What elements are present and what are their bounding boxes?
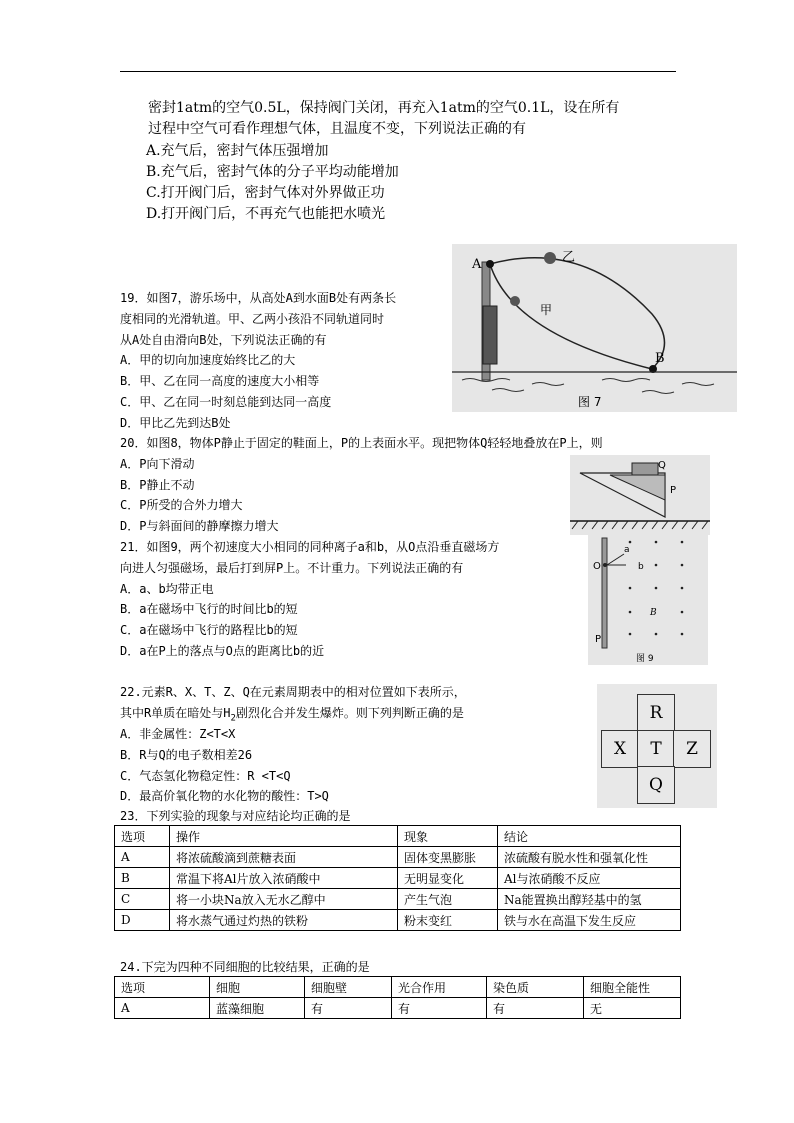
- fig7-label-b: B: [655, 351, 665, 366]
- table-header-cell: 细胞: [210, 977, 305, 998]
- table-cell: 将浓硫酸滴到蔗糖表面: [170, 847, 398, 868]
- q19-option-d: D．甲比乙先到达B处: [120, 416, 231, 430]
- q23-table: [114, 825, 681, 931]
- q22-option-c: C．气态氢化物稳定性：R <T<Q: [120, 769, 291, 783]
- table-header-row: [115, 977, 681, 998]
- q19-stem-line1: 19．如图7，游乐场中，从高处A到水面B处有两条长: [120, 291, 397, 305]
- q18-option-d: D.打开阀门后，不再充气也能把水喷光: [146, 206, 386, 222]
- q20-stem: 20．如图8，物体P静止于固定的鞋面上，P的上表面水平。现把物体Q轻轻地叠放在P上，则: [120, 436, 603, 450]
- table-cell: 常温下将Al片放入浓硝酸中: [170, 868, 398, 889]
- table-row: [115, 910, 681, 931]
- q18-option-b: B.充气后，密封气体的分子平均动能增加: [146, 164, 399, 180]
- q20-option-b: B．P静止不动: [120, 478, 195, 492]
- table-header-cell: 现象: [398, 826, 498, 847]
- table-header-cell: 操作: [170, 826, 398, 847]
- table-row: [115, 868, 681, 889]
- q24-table: [114, 976, 681, 1019]
- fig9-label-p: P: [595, 634, 602, 645]
- table-header-cell: 细胞全能性: [584, 977, 681, 998]
- q21-stem-line1: 21．如图9，两个初速度大小相同的同种离子a和b，从O点沿垂直磁场方: [120, 540, 500, 554]
- table-cell: B: [115, 868, 170, 889]
- q22-stem-line1: 22.元素R、X、T、Z、Q在元素周期表中的相对位置如下表所示，: [120, 685, 466, 699]
- fig8-label-q: Q: [658, 460, 666, 471]
- q18-stem-line1: 密封1atm的空气0.5L，保持阀门关闭，再充入1atm的空气0.1L，设在所有: [148, 100, 620, 116]
- table-row: [115, 998, 681, 1019]
- table-cell: A: [115, 847, 170, 868]
- fig9-label-field: B: [650, 608, 657, 618]
- table-header-cell: 细胞壁: [305, 977, 392, 998]
- table-row: [115, 889, 681, 910]
- table-header-cell: 光合作用: [392, 977, 487, 998]
- grid-cell-t: T: [637, 730, 675, 768]
- table-header-row: [115, 826, 681, 847]
- table-header-cell: 结论: [498, 826, 681, 847]
- fig7-label-a: A: [472, 257, 482, 272]
- table-cell: Na能置换出醇羟基中的氢: [498, 889, 681, 910]
- q20-option-d: D．P与斜面间的静摩擦力增大: [120, 519, 279, 533]
- q18-option-c: C.打开阀门后，密封气体对外界做正功: [146, 185, 385, 201]
- q20-option-c: C．P所受的合外力增大: [120, 498, 243, 512]
- q19-option-a: A．甲的切向加速度始终比乙的大: [120, 353, 296, 367]
- q22-option-b: B．R与Q的电子数相差26: [120, 748, 253, 762]
- table-cell: A: [115, 998, 210, 1019]
- q18-stem-line2: 过程中空气可看作理想气体，且温度不变，下列说法正确的有: [148, 121, 526, 137]
- fig9-label-o: O: [593, 561, 601, 572]
- table-cell: Al与浓硝酸不反应: [498, 868, 681, 889]
- header-rule: [120, 71, 676, 72]
- q20-option-a: A．P向下滑动: [120, 457, 195, 471]
- table-cell: 粉末变红: [398, 910, 498, 931]
- table-header-cell: 染色质: [487, 977, 584, 998]
- table-cell: 蓝藻细胞: [210, 998, 305, 1019]
- table-cell: C: [115, 889, 170, 910]
- figure-9: [588, 530, 708, 665]
- table-cell: 固体变黑膨胀: [398, 847, 498, 868]
- q21-option-a: A．a、b均带正电: [120, 582, 214, 596]
- q22-option-d: D．最高价氧化物的水化物的酸性：T>Q: [120, 789, 329, 803]
- element-position-figure: [597, 684, 717, 808]
- table-cell: 无: [584, 998, 681, 1019]
- table-cell: 将水蒸气通过灼热的铁粉: [170, 910, 398, 931]
- fig7-caption: 图 7: [578, 395, 602, 409]
- fig8-label-p: P: [670, 485, 677, 496]
- grid-cell-q: Q: [637, 766, 675, 804]
- fig7-label-jia: 甲: [540, 303, 553, 317]
- table-cell: 无明显变化: [398, 868, 498, 889]
- grid-cell-z: Z: [673, 730, 711, 768]
- grid-cell-r: R: [637, 694, 675, 732]
- table-cell: 有: [487, 998, 584, 1019]
- table-cell: 将一小块Na放入无水乙醇中: [170, 889, 398, 910]
- table-cell: 铁与水在高温下发生反应: [498, 910, 681, 931]
- q19-stem-line2: 度相同的光滑轨道。甲、乙两小孩沿不同轨道同时: [120, 312, 385, 326]
- figure-7: [452, 244, 737, 412]
- fig9-label-b: b: [638, 562, 644, 572]
- q23-stem: 23．下列实验的现象与对应结论均正确的是: [120, 809, 351, 823]
- q21-option-c: C．a在磁场中飞行的路程比b的短: [120, 623, 298, 637]
- q21-stem-line2: 向进人匀强磁场，最后打到屏P上。不计重力。下列说法正确的有: [120, 561, 464, 575]
- figure-8: [570, 455, 710, 535]
- q19-option-c: C．甲、乙在同一时刻总能到达同一高度: [120, 395, 332, 409]
- q19-stem-line3: 从A处自由滑向B处，下列说法正确的有: [120, 333, 327, 347]
- table-cell: D: [115, 910, 170, 931]
- q19-option-b: B．甲、乙在同一高度的速度大小相等: [120, 374, 320, 388]
- grid-cell-x: X: [601, 730, 639, 768]
- table-cell: 产生气泡: [398, 889, 498, 910]
- table-cell: 有: [392, 998, 487, 1019]
- fig9-caption: 图 9: [636, 654, 654, 664]
- q22-stem-line2: 其中R单质在暗处与$H_2$剧烈化合并发生爆炸。则下列判断正确的是: [120, 706, 464, 724]
- q21-option-d: D．a在P上的落点与O点的距离比b的近: [120, 644, 325, 658]
- table-header-cell: 选项: [115, 826, 170, 847]
- fig7-label-yi: 乙: [562, 250, 576, 265]
- table-cell: 浓硫酸有脱水性和强氧化性: [498, 847, 681, 868]
- q18-option-a: A.充气后，密封气体压强增加: [146, 143, 329, 159]
- q21-option-b: B．a在磁场中飞行的时间比b的短: [120, 602, 298, 616]
- q24-stem: 24.下完为四种不同细胞的比较结果，正确的是: [120, 960, 370, 974]
- q22-option-a: A．非金属性：Z<T<X: [120, 727, 236, 741]
- table-cell: 有: [305, 998, 392, 1019]
- table-header-cell: 选项: [115, 977, 210, 998]
- fig9-label-a: a: [624, 545, 630, 555]
- table-row: [115, 847, 681, 868]
